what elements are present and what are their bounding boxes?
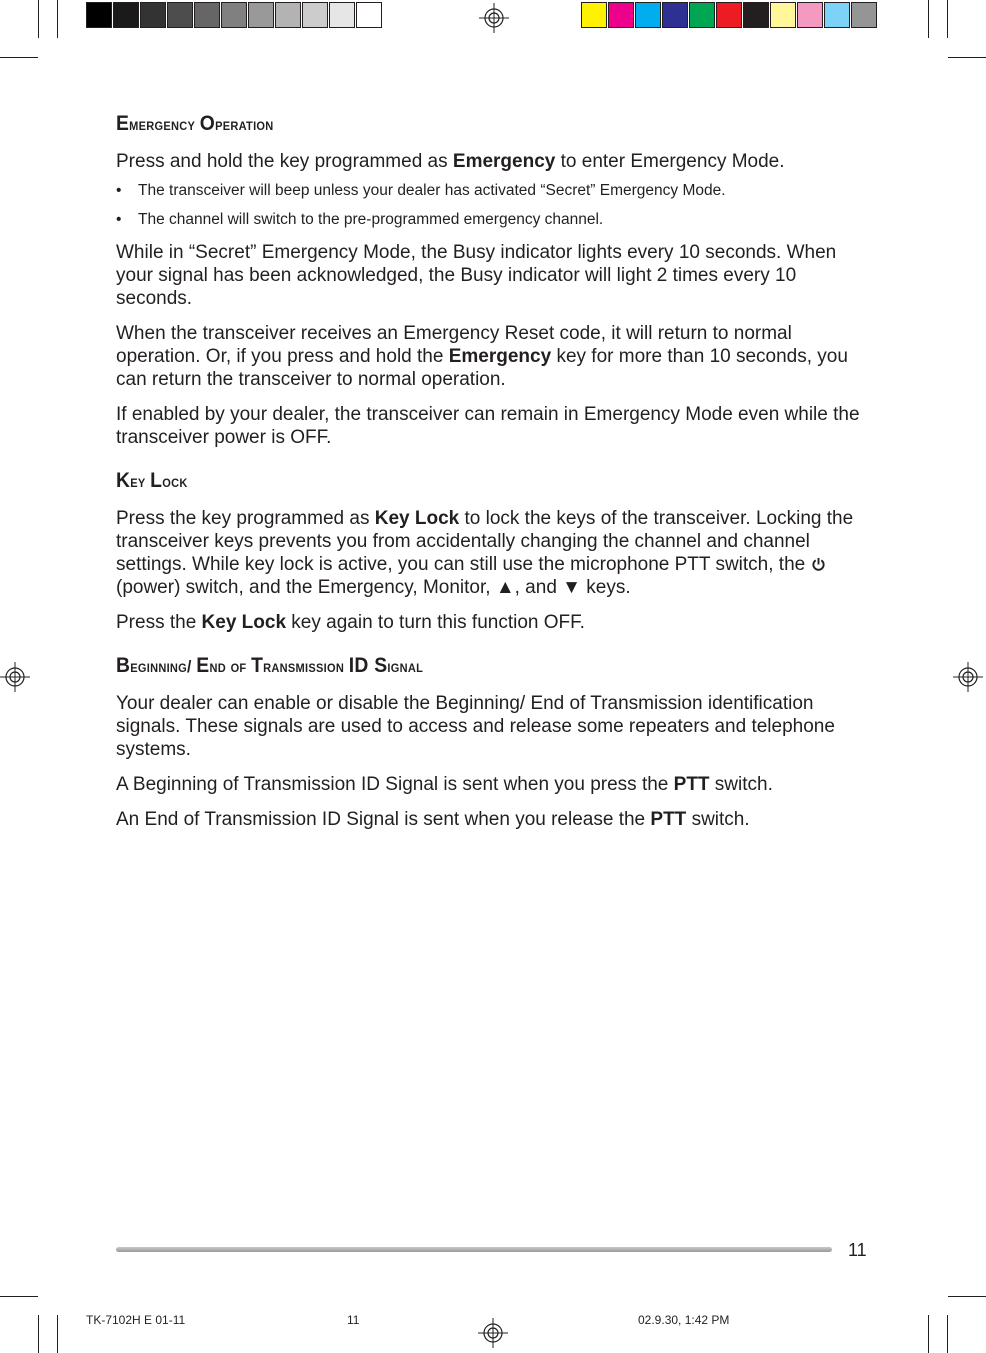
color-calibration-bars xyxy=(581,2,878,28)
section-id-signal xyxy=(116,654,876,831)
section-key-lock xyxy=(116,469,876,634)
section-title-key-lock: Key Lock xyxy=(116,469,188,492)
id-signal-intro: Your dealer can enable or disable the Beginning/ End of Transmission identification signals. These signals are used to access and release some repeaters and telephone systems. xyxy=(116,693,835,760)
calibration-swatch xyxy=(770,2,796,28)
emergency-reset-paragraph: When the transceiver receives an Emergency Reset code, it will return to normal operation. Or, if you press and hold the Emergency key for more than 10 seconds, you can return the transceiver to normal operation. xyxy=(116,323,848,390)
crop-mark xyxy=(947,1315,948,1353)
crop-mark xyxy=(928,1315,929,1353)
calibration-swatch xyxy=(608,2,634,28)
calibration-swatch xyxy=(302,2,328,28)
calibration-swatch xyxy=(716,2,742,28)
list-item: • The channel will switch to the pre-programmed emergency channel. xyxy=(116,210,876,229)
section-title-emergency: Emergency Operation xyxy=(116,112,274,135)
calibration-swatch xyxy=(581,2,607,28)
crop-mark xyxy=(0,1296,38,1297)
up-arrow-icon: ▲ xyxy=(495,577,515,598)
emergency-power-off-paragraph: If enabled by your dealer, the transceiver can remain in Emergency Mode even while the transceiver power is OFF. xyxy=(116,404,860,448)
calibration-swatch xyxy=(221,2,247,28)
calibration-swatch xyxy=(248,2,274,28)
crop-mark xyxy=(0,57,38,58)
calibration-swatch xyxy=(140,2,166,28)
page-footer-bar xyxy=(116,1247,832,1252)
down-arrow-icon: ▼ xyxy=(562,577,581,598)
calibration-swatch xyxy=(275,2,301,28)
footer-file: TK-7102H E 01-11 xyxy=(86,1313,186,1327)
section-emergency-operation xyxy=(116,112,876,449)
calibration-swatch xyxy=(194,2,220,28)
crop-mark xyxy=(948,1296,986,1297)
calibration-swatch xyxy=(824,2,850,28)
id-signal-beginning: A Beginning of Transmission ID Signal is sent when you press the PTT switch. xyxy=(116,774,773,795)
gray-calibration-bars xyxy=(86,2,383,28)
calibration-swatch xyxy=(797,2,823,28)
registration-mark-icon xyxy=(479,3,509,33)
crop-mark xyxy=(57,1315,58,1353)
calibration-swatch xyxy=(689,2,715,28)
emergency-bullets xyxy=(116,181,876,229)
calibration-swatch xyxy=(851,2,877,28)
registration-mark-icon xyxy=(478,1318,508,1348)
crop-mark xyxy=(38,1315,39,1353)
crop-mark xyxy=(948,57,986,58)
section-title-id-signal: Beginning/ End of Transmission ID Signal xyxy=(116,654,424,677)
key-lock-paragraph: Press the key programmed as Key Lock to lock the keys of the transceiver. Locking the transceiver keys prevents you from accidentally changing the channel and channel settings. While key lock is active, you can still use the microphone PTT switch, the (power) switch, and the Emergency, Monitor, ▲, and ▼ keys. xyxy=(116,508,854,598)
crop-mark xyxy=(57,0,58,38)
emergency-intro: Press and hold the key programmed as Emergency to enter Emergency Mode. xyxy=(116,151,785,172)
calibration-swatch xyxy=(86,2,112,28)
page-content xyxy=(116,112,876,851)
list-item: • The transceiver will beep unless your dealer has activated “Secret” Emergency Mode. xyxy=(116,181,876,200)
footer-timestamp: 02.9.30, 1:42 PM xyxy=(638,1313,730,1327)
registration-mark-icon xyxy=(0,662,30,692)
key-lock-off-paragraph: Press the Key Lock key again to turn this function OFF. xyxy=(116,612,585,633)
calibration-swatch xyxy=(329,2,355,28)
registration-mark-icon xyxy=(953,662,983,692)
calibration-swatch xyxy=(743,2,769,28)
crop-mark xyxy=(947,0,948,38)
emergency-secret-paragraph: While in “Secret” Emergency Mode, the Busy indicator lights every 10 seconds. When your signal has been acknowledged, the Busy indicator will light 2 times every 10 seconds. xyxy=(116,242,837,309)
calibration-swatch xyxy=(356,2,382,28)
id-signal-end: An End of Transmission ID Signal is sent when you release the PTT switch. xyxy=(116,809,750,830)
calibration-swatch xyxy=(662,2,688,28)
calibration-swatch xyxy=(635,2,661,28)
calibration-swatch xyxy=(113,2,139,28)
footer-page: 11 xyxy=(347,1313,360,1327)
crop-mark xyxy=(38,0,39,38)
crop-mark xyxy=(928,0,929,38)
page-number: 11 xyxy=(848,1240,867,1260)
calibration-swatch xyxy=(167,2,193,28)
power-icon xyxy=(811,557,826,572)
